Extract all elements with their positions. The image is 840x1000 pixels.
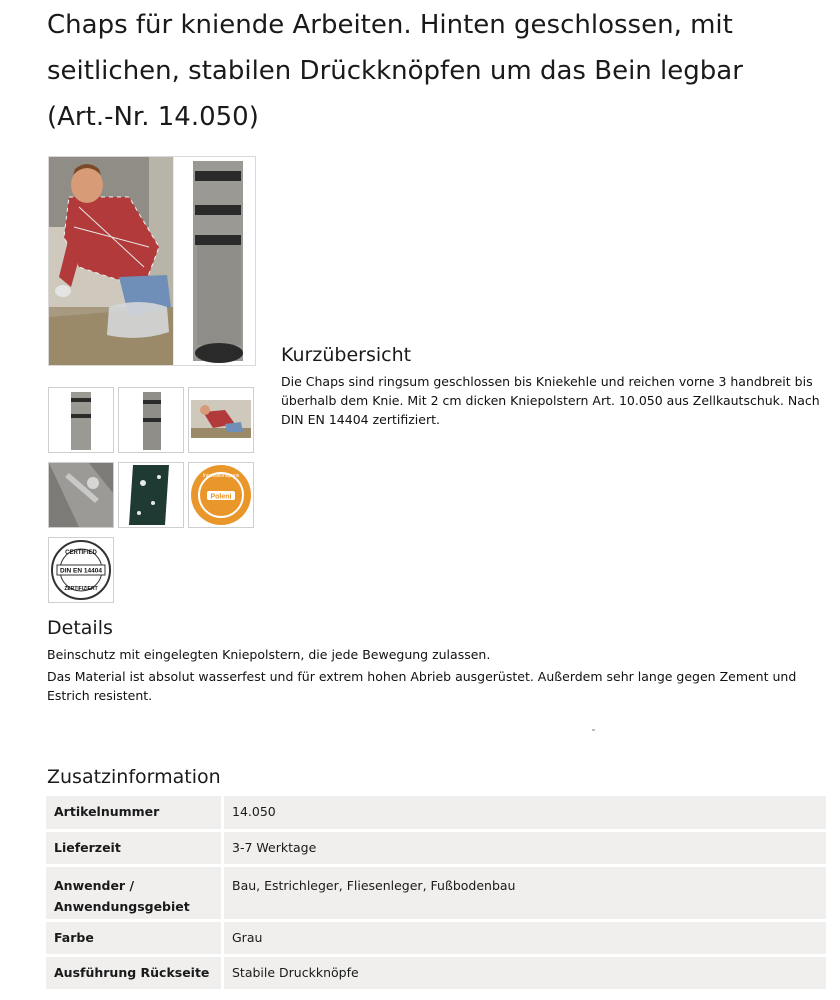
thumbnail-din-certified[interactable] <box>48 537 114 603</box>
table-key: Farbe <box>46 922 224 954</box>
material-closeup-illustration <box>49 463 113 527</box>
thumbnail-chaps-side[interactable] <box>118 387 184 453</box>
din-seal-bottom-text: ZERTIFIZIERT <box>64 586 98 592</box>
chaps-back-illustration <box>49 388 113 452</box>
worker-kneeling-illustration <box>189 388 253 452</box>
table-key: Ausführung Rückseite <box>46 957 224 989</box>
din-seal-top-text: CERTIFIED <box>65 550 97 556</box>
chaps-side-illustration <box>119 388 183 452</box>
innovation-badge-center-text: Poleni <box>210 493 232 501</box>
innovation-badge-top-text: Innovationspreis <box>202 473 240 479</box>
details-line-2: Das Material ist absolut wasserfest und für extrem hohen Abrieb ausgerüstet. Außerdem sehr lange gegen Zement und Estrich resistent. <box>47 669 797 703</box>
table-key: Anwender / Anwendungsgebiet <box>46 867 224 919</box>
details-section <box>47 617 827 705</box>
din-seal-center-text: DIN EN 14404 <box>60 567 102 575</box>
main-product-image[interactable] <box>48 156 256 366</box>
table-value: Grau <box>224 922 826 954</box>
table-key: Lieferzeit <box>46 832 224 864</box>
innovation-badge-icon <box>189 463 253 527</box>
din-certified-seal-icon <box>49 538 113 602</box>
table-row <box>46 922 826 954</box>
table-row <box>46 832 826 864</box>
table-value: 14.050 <box>224 796 826 829</box>
main-image-illustration <box>49 157 255 365</box>
product-title: Chaps für kniende Arbeiten. Hinten geschlossen, mit seitlichen, stabilen Drückknöpfen um das Bein legbar (Art.-Nr. 14.050) <box>47 10 743 132</box>
table-row <box>46 867 826 919</box>
decorative-dot <box>592 729 595 731</box>
table-key: Artikelnummer <box>46 796 224 829</box>
thumbnail-chaps-back[interactable] <box>48 387 114 453</box>
table-row <box>46 796 826 829</box>
overview-text: Die Chaps sind ringsum geschlossen bis Kniekehle und reichen vorne 3 handbreit bis überhalb dem Knie. Mit 2 cm dicken Kniepolstern Art. 10.050 aus Zellkautschuk. Nach DIN EN 14404 zertifiziert. <box>281 374 820 427</box>
thumbnail-innovation-badge[interactable] <box>188 462 254 528</box>
details-line-1: Beinschutz mit eingelegten Kniepolstern, die jede Bewegung zulassen. <box>47 647 491 662</box>
table-value: Bau, Estrichleger, Fliesenleger, Fußbodenbau <box>224 867 826 919</box>
table-row <box>46 957 826 989</box>
thumbnail-material-closeup[interactable] <box>48 462 114 528</box>
details-heading: Details <box>47 617 113 639</box>
overview-heading: Kurzübersicht <box>281 344 412 366</box>
table-value: Stabile Druckknöpfe <box>224 957 826 989</box>
table-value: 3-7 Werktage <box>224 832 826 864</box>
thumbnail-knee-pad[interactable] <box>118 462 184 528</box>
overview-section <box>281 344 826 429</box>
thumbnail-worker-kneeling[interactable] <box>188 387 254 453</box>
knee-pad-illustration <box>119 463 183 527</box>
additional-info-heading: Zusatzinformation <box>47 766 221 788</box>
additional-info-table <box>46 793 826 992</box>
